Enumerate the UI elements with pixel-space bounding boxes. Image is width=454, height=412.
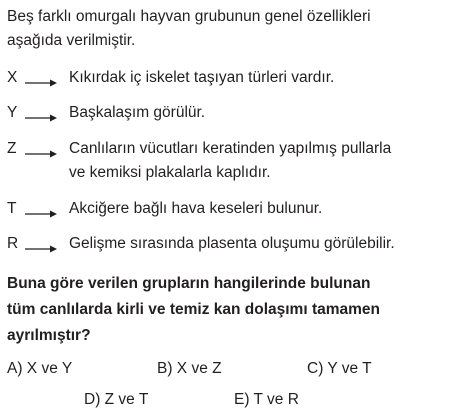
- item-y: [7, 104, 447, 128]
- right-arrow-icon: [25, 149, 57, 159]
- right-arrow-icon: [25, 244, 57, 254]
- question-line-3: ayrılmıştır?: [7, 327, 91, 344]
- item-letter: T: [7, 200, 17, 217]
- option-e[interactable]: E) T ve R: [234, 391, 299, 408]
- right-arrow-icon: [25, 78, 57, 88]
- right-arrow-icon: [25, 209, 57, 219]
- item-letter: X: [7, 69, 18, 86]
- item-letter: R: [7, 235, 19, 252]
- question-line-1: Buna göre verilen grupların hangilerinde bulunan: [7, 275, 371, 292]
- item-text: Gelişme sırasında plasenta oluşumu görülebilir.: [69, 235, 395, 252]
- right-arrow-icon: [25, 113, 57, 123]
- item-z-text-line-2: ve kemiksi plakalarla kaplıdır.: [69, 164, 271, 181]
- intro-line-2: aşağıda verilmiştir.: [7, 32, 136, 49]
- item-letter: Y: [7, 104, 18, 121]
- option-a[interactable]: A) X ve Y: [7, 360, 73, 377]
- item-text: Kıkırdak iç iskelet taşıyan türleri vardır.: [69, 69, 335, 86]
- option-b[interactable]: B) X ve Z: [157, 360, 222, 377]
- item-text: Başkalaşım görülür.: [69, 104, 206, 121]
- item-x: [7, 69, 447, 93]
- item-text: Akciğere bağlı hava keseleri bulunur.: [69, 200, 323, 217]
- item-t: [7, 200, 447, 224]
- item-r: [7, 235, 447, 259]
- intro-line-1: Beş farklı omurgalı hayvan grubunun genel özellikleri: [7, 8, 371, 25]
- item-z: [7, 140, 447, 164]
- item-letter: Z: [7, 140, 17, 157]
- option-c[interactable]: C) Y ve T: [307, 360, 372, 377]
- question-line-2: tüm canlılarda kirli ve temiz kan dolaşımı tamamen: [7, 301, 380, 318]
- item-text: Canlıların vücutları keratinden yapılmış pullarla: [69, 140, 392, 157]
- option-d[interactable]: D) Z ve T: [84, 391, 149, 408]
